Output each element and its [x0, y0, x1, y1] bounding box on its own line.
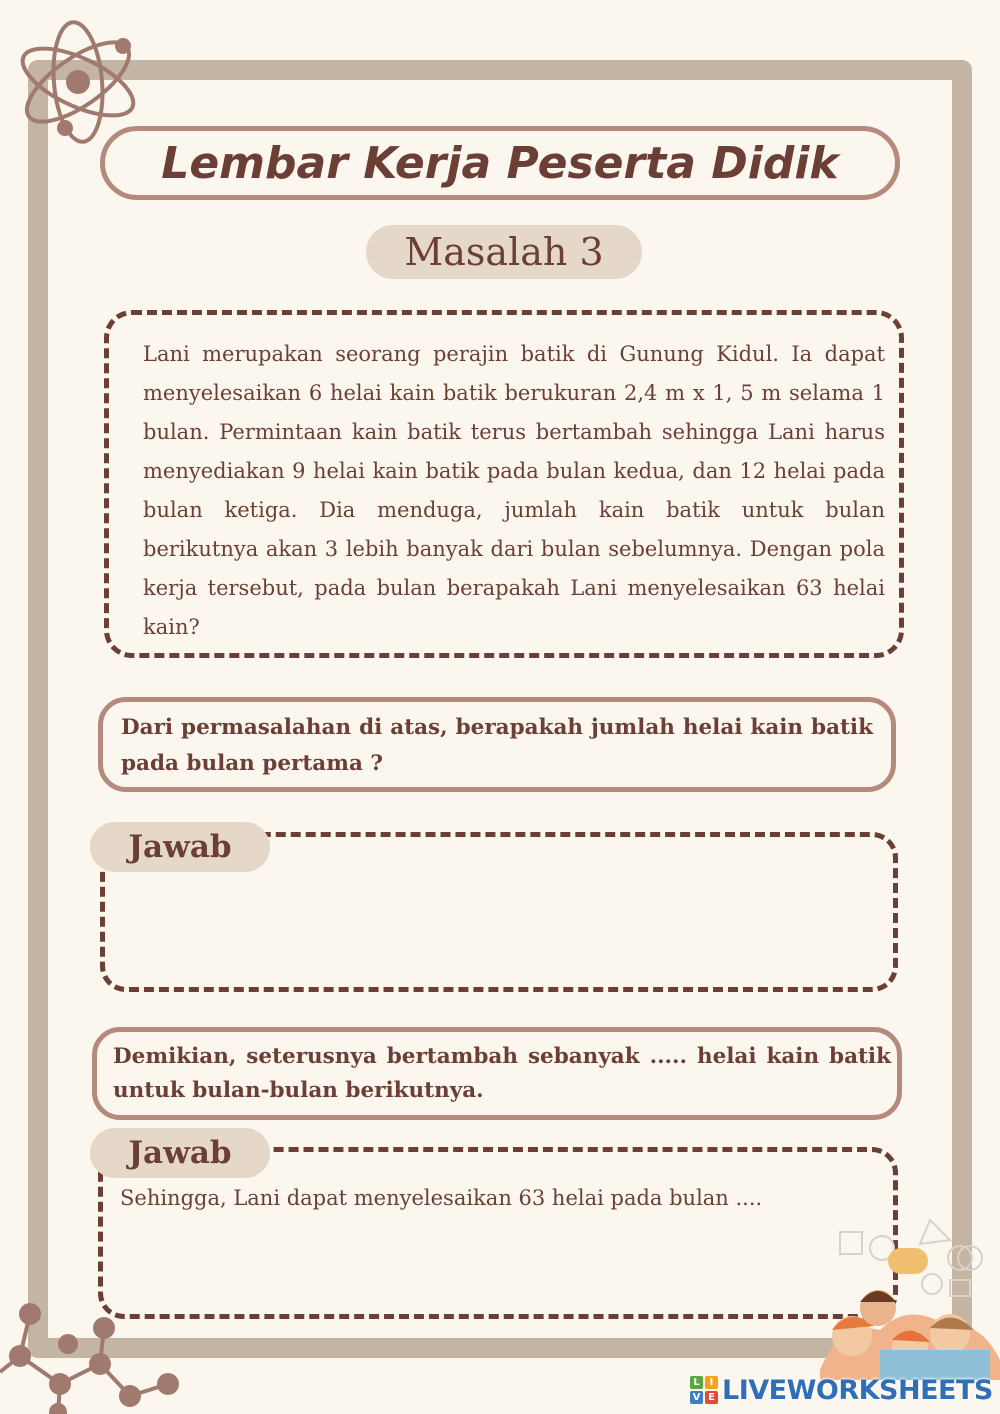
logo-letter: E — [705, 1391, 718, 1404]
question-1-text: Dari permasalahan di atas, berapakah jumlah helai kain batik pada bulan pertama ? — [121, 715, 873, 776]
answer-2-prompt: Sehingga, Lani dapat menyelesaikan 63 helai pada bulan .... — [120, 1186, 763, 1210]
question-2-box — [92, 1027, 902, 1120]
children-illustration-icon — [810, 1210, 1000, 1380]
answer-2-label: Jawab — [128, 1135, 232, 1171]
question-2-text: Demikian, seterusnya bertambah sebanyak ..... helai kain batik untuk bulan-bulan berikutnya. — [113, 1044, 891, 1103]
story-box — [104, 310, 904, 658]
logo-letter: V — [690, 1391, 703, 1404]
question-1-box — [98, 697, 896, 792]
liveworksheets-logo-icon — [690, 1376, 718, 1404]
watermark — [690, 1370, 993, 1410]
problem-label: Masalah 3 — [404, 230, 604, 274]
answer-1-label-pill — [90, 822, 270, 872]
story-text: Lani merupakan seorang perajin batik di Gunung Kidul. Ia dapat menyelesaikan 6 helai kain batik berukuran 2,4 m x 1, 5 m selama 1 bulan. Permintaan kain batik terus bertambah sehingga Lani harus menyediakan 9 helai kain batik pada bulan kedua, dan 12 helai pada bulan ketiga. Dia menduga, jumlah kain batik untuk bulan berikutnya akan 3 lebih banyak dari bulan sebelumnya. Dengan pola kerja tersebut, pada bulan berapakah Lani menyelesaikan 63 helai kain? — [143, 342, 885, 639]
answer-1-label: Jawab — [128, 829, 232, 865]
page-title: Lembar Kerja Peserta Didik — [161, 137, 839, 189]
watermark-text: LIVEWORKSHEETS — [722, 1374, 993, 1406]
title-banner — [100, 126, 900, 200]
answer-2-label-pill — [90, 1128, 270, 1178]
logo-letter: I — [705, 1376, 718, 1389]
logo-letter: L — [690, 1376, 703, 1389]
problem-label-pill — [366, 225, 642, 279]
